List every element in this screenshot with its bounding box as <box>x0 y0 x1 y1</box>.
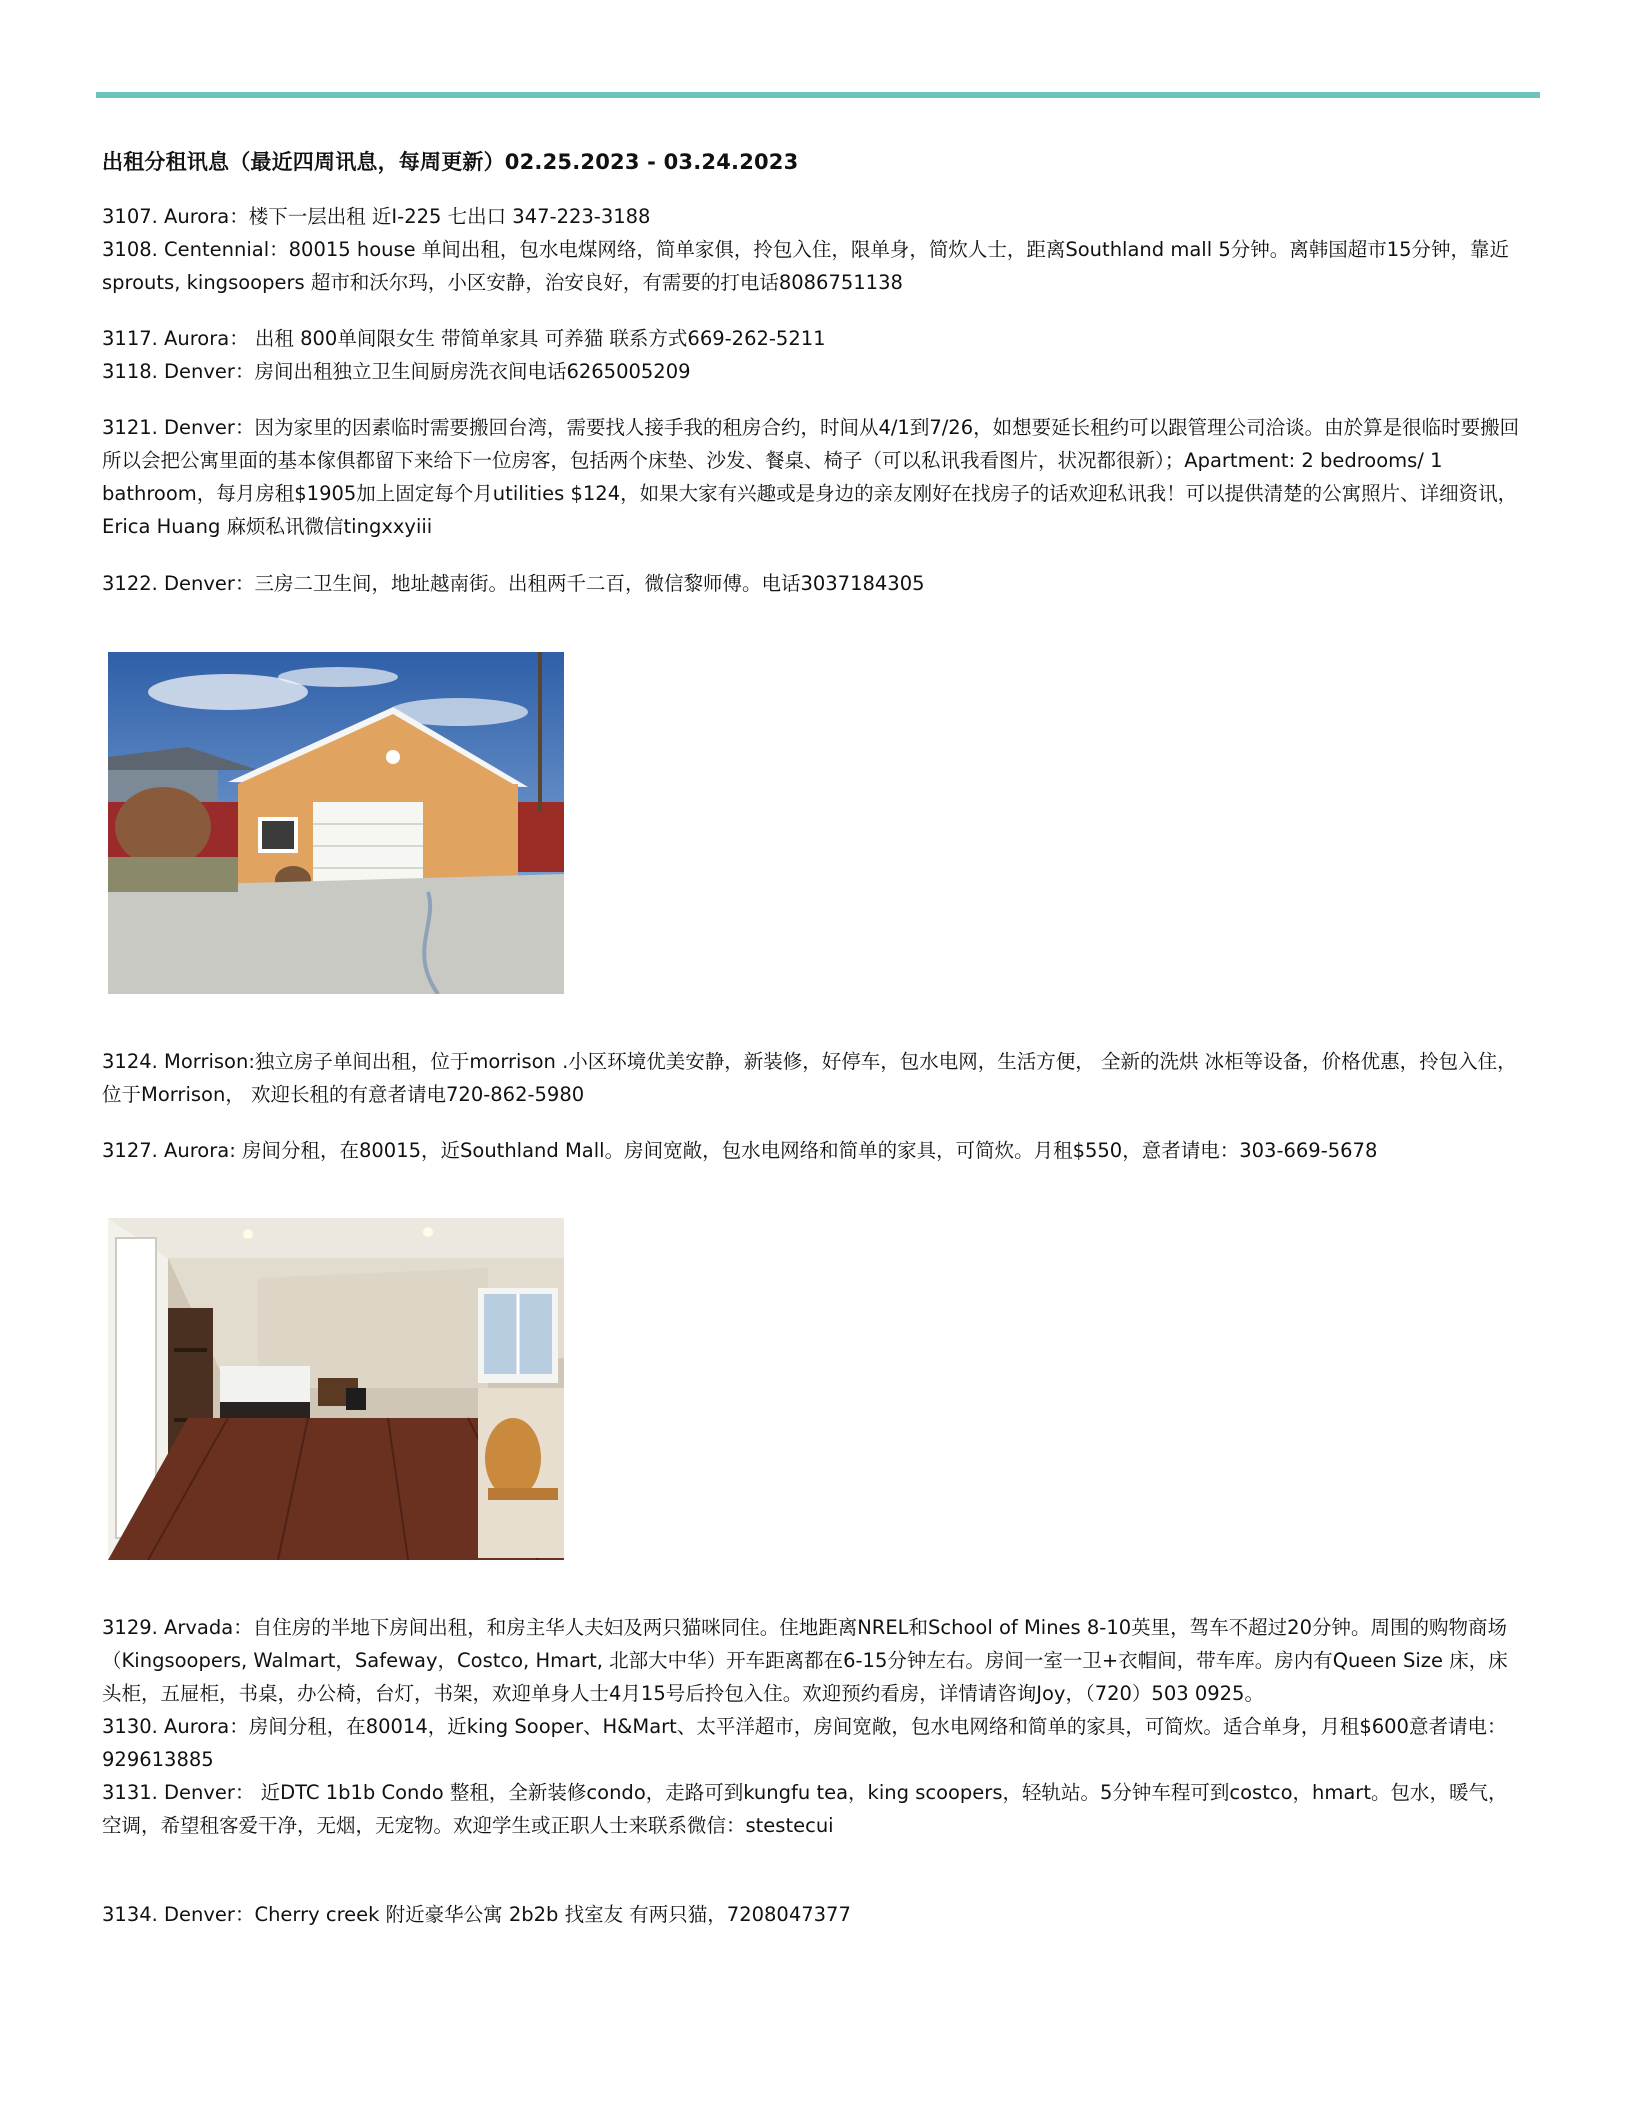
listing-3121: 3121. Denver：因为家里的因素临时需要搬回台湾，需要找人接手我的租房合约，时间从4/1到7/26，如想要延长租约可以跟管理公司洽谈。由於算是很临时要搬回所以会把公寓里面的基本傢俱都留下来给下一位房客，包括两个床垫、沙发、餐桌、椅子（可以私讯我看图片，状况都很新）；Apartment: 2 bedrooms/ 1 bathroom，每月房租$1905加上固定每个月utilities $124，如果大家有兴趣或是身边的亲友刚好在找房子的话欢迎私讯我！可以提供清楚的公寓照片、详细资讯，Erica Huang 麻烦私讯微信tingxxyiii <box>102 416 1520 538</box>
listing-3118: 3118. Denver：房间出租独立卫生间厨房洗衣间电话6265005209 <box>102 360 691 383</box>
listing-group <box>102 1611 1522 1842</box>
header-rule <box>96 92 1540 98</box>
listing-3124: 3124. Morrison:独立房子单间出租，位于morrison .小区环境优美安静，新装修，好停车，包水电网，生活方便， 全新的洗烘 冰柜等设备，价格优惠，拎包入住，位于Morrison， 欢迎长租的有意者请电720-862-5980 <box>102 1050 1517 1106</box>
listing-3127: 3127. Aurora: 房间分租，在80015，近Southland Mall。房间宽敞，包水电网络和简单的家具，可简炊。月租$550，意者请电：303-669-5678 <box>102 1139 1378 1162</box>
listing-3129: 3129. Arvada：自住房的半地下房间出租，和房主华人夫妇及两只猫咪同住。住地距离NREL和School of Mines 8-10英里，驾车不超过20分钟。周围的购物商场（Kingsoopers, Walmart，Safeway，Costco, Hmart, 北部大中华）开车距离都在6-15分钟左右。房间一室一卫+衣帽间，带车库。房内有Queen Size 床，床头柜，五屉柜，书桌，办公椅，台灯，书架，欢迎单身人士4月15号后拎包入住。欢迎预约看房，详情请咨询Joy，（720）503 0925。 <box>102 1616 1508 1705</box>
listing-3122: 3122. Denver：三房二卫生间，地址越南街。出租两千二百，微信黎师傅。电话3037184305 <box>102 572 925 595</box>
house-photo <box>108 652 564 994</box>
listing-group <box>102 200 1522 299</box>
listing-group <box>102 1898 1522 1931</box>
listing-group <box>102 567 1522 600</box>
listing-3130: 3130. Aurora：房间分租，在80014，近king Sooper、H&Mart、太平洋超市，房间宽敞，包水电网络和简单的家具，可简炊。适合单身，月租$600意者请电：929613885 <box>102 1715 1507 1771</box>
room-photo <box>108 1218 564 1560</box>
listing-3134: 3134. Denver：Cherry creek 附近豪华公寓 2b2b 找室友 有两只猫，7208047377 <box>102 1903 851 1926</box>
listing-3108: 3108. Centennial：80015 house 单间出租，包水电煤网络，简单家俱，拎包入住，限单身，简炊人士，距离Southland mall 5分钟。离韩国超市15分钟，靠近sprouts, kingsoopers 超市和沃尔玛，小区安静，治安良好，有需要的打电话8086751138 <box>102 238 1510 294</box>
listing-3131: 3131. Denver： 近DTC 1b1b Condo 整租，全新装修condo，走路可到kungfu tea，king scoopers，轻轨站。5分钟车程可到costco，hmart。包水，暖气，空调，希望租客爱干净，无烟，无宠物。欢迎学生或正职人士来联系微信：stestecui <box>102 1781 1508 1837</box>
listing-3107: 3107. Aurora：楼下一层出租 近I-225 七出口 347-223-3188 <box>102 205 651 228</box>
listing-group <box>102 1045 1522 1111</box>
listing-3117: 3117. Aurora： 出租 800单间限女生 带简单家具 可养猫 联系方式669-262-5211 <box>102 327 826 350</box>
listing-group <box>102 322 1522 388</box>
page-title: 出租分租讯息（最近四周讯息，每周更新）02.25.2023 - 03.24.2023 <box>102 150 799 174</box>
listing-group <box>102 411 1522 543</box>
listing-group <box>102 1134 1522 1167</box>
